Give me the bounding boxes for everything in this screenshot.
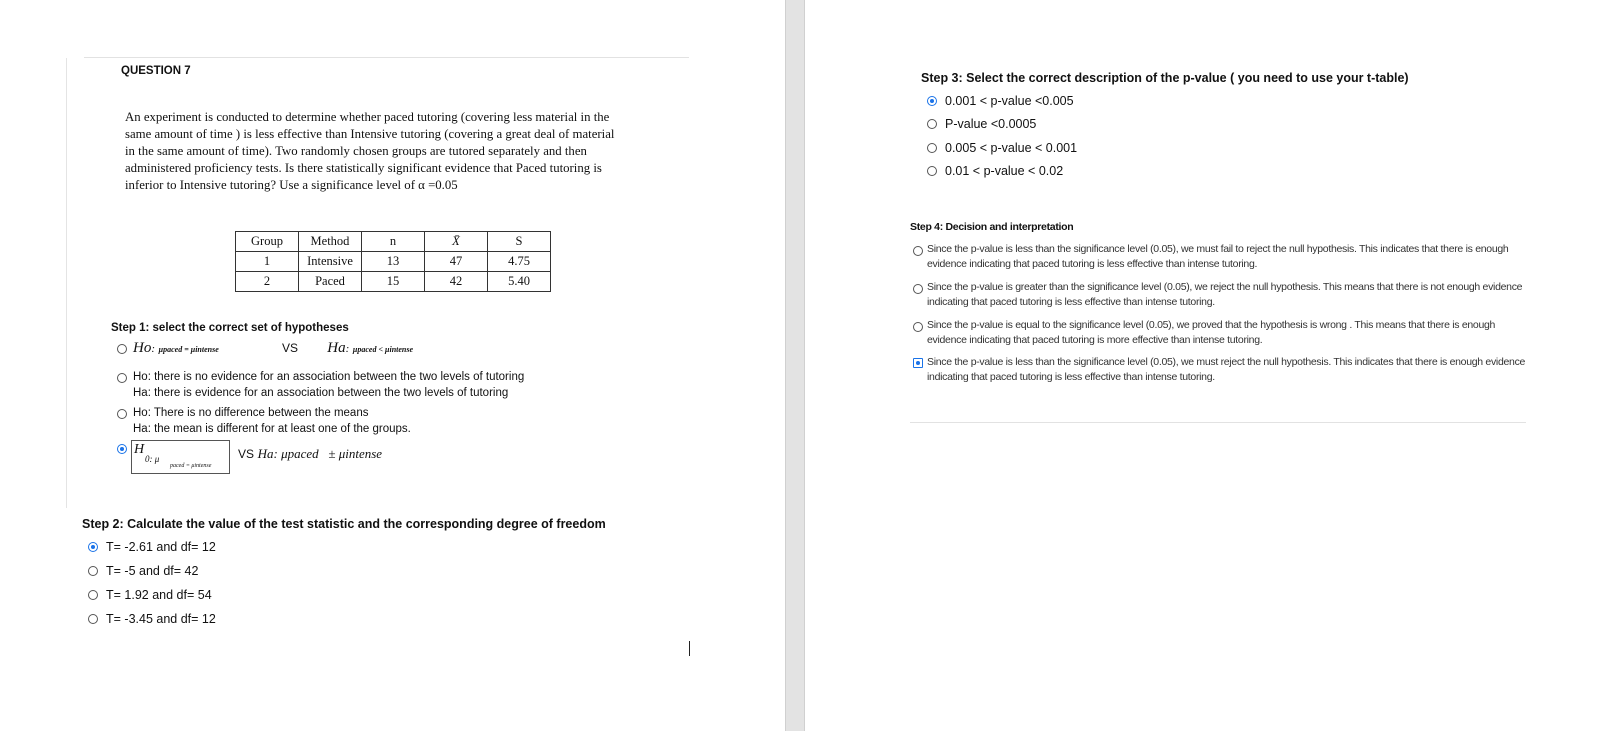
option-line: Ha: the mean is different for at least one of the groups. xyxy=(133,423,411,435)
step4-option1-radio[interactable] xyxy=(913,246,923,256)
option-line: evidence indicating that paced tutoring is less effective than intense tutoring. xyxy=(927,258,1258,270)
step3-option2-label[interactable]: P-value <0.0005 xyxy=(945,117,1037,131)
option-line: indicating that paced tutoring is less effective than intense tutoring. xyxy=(927,296,1215,308)
vs-label: VS xyxy=(282,341,299,355)
table-header: Method xyxy=(299,232,362,252)
step1-option4-radio[interactable] xyxy=(117,444,127,454)
table-header: Group xyxy=(236,232,299,252)
text-cursor xyxy=(689,641,690,656)
question-text xyxy=(125,109,685,194)
step3-title: Step 3: Select the correct description of the p-value ( you need to use your t-table) xyxy=(921,71,1409,85)
step1-option2-radio[interactable] xyxy=(117,373,127,383)
step3-option2-radio[interactable] xyxy=(927,119,937,129)
h0-relation: paced = μintense xyxy=(170,463,212,469)
option-line: indicating that paced tutoring is less effective than intense tutoring. xyxy=(927,371,1215,383)
step3-option4-radio[interactable] xyxy=(927,166,937,176)
ha-relation: ± μintense xyxy=(328,446,383,461)
ha-relation: μpaced < μintense xyxy=(352,345,414,354)
table-cell: 15 xyxy=(362,272,425,292)
table-cell: Paced xyxy=(299,272,362,292)
option-line: Since the p-value is greater than the significance level (0.05), we reject the null hypothesis. This means that there is not enough evidence xyxy=(927,281,1523,293)
option-line: Ho: there is no evidence for an association between the two levels of tutoring xyxy=(133,371,525,383)
step4-option3-radio[interactable] xyxy=(913,322,923,332)
step2-option1-radio[interactable] xyxy=(88,542,98,552)
h0-symbol: H xyxy=(134,442,145,457)
step2-option4-radio[interactable] xyxy=(88,614,98,624)
table-cell: 4.75 xyxy=(488,252,551,272)
h0-symbol: Ho xyxy=(133,340,152,356)
step3-option3-radio[interactable] xyxy=(927,143,937,153)
table-row xyxy=(236,272,551,292)
step1-option3-label[interactable] xyxy=(133,405,411,437)
option-line: Since the p-value is less than the significance level (0.05), we must fail to reject the null hypothesis. This indicates that there is enough xyxy=(927,243,1509,255)
option-line: Ha: there is evidence for an association between the two levels of tutoring xyxy=(133,387,509,399)
table-header: X̄ xyxy=(425,232,488,252)
step2-option3-label[interactable]: T= 1.92 and df= 54 xyxy=(106,588,212,602)
step2-title: Step 2: Calculate the value of the test statistic and the corresponding degree of freedom xyxy=(82,517,606,531)
equation-box[interactable] xyxy=(131,440,230,474)
step4-option2-label[interactable] xyxy=(927,280,1522,310)
table-cell: 42 xyxy=(425,272,488,292)
question-line: An experiment is conducted to determine whether paced tutoring (covering less material in the xyxy=(125,110,610,124)
step1-option3-radio[interactable] xyxy=(117,409,127,419)
step4-option2-radio[interactable] xyxy=(913,284,923,294)
table-cell: 13 xyxy=(362,252,425,272)
option-line: Since the p-value is equal to the significance level (0.05), we proved that the hypothesis is wrong . This means that there is enough xyxy=(927,319,1496,331)
table-header: n xyxy=(362,232,425,252)
page-separator xyxy=(785,0,805,731)
step1-option1-radio[interactable] xyxy=(117,344,127,354)
question-line: in the same amount of time). Two randomly chosen groups are tutored separately and then xyxy=(125,144,587,158)
top-divider xyxy=(84,57,689,58)
table-cell: 47 xyxy=(425,252,488,272)
step1-option4-ha xyxy=(238,446,382,462)
step3-option1-radio[interactable] xyxy=(927,96,937,106)
step1-option2-label[interactable] xyxy=(133,369,524,401)
step4-title: Step 4: Decision and interpretation xyxy=(910,221,1074,233)
left-margin-rule xyxy=(66,58,67,508)
option-line: evidence indicating that paced tutoring is more effective than intense tutoring. xyxy=(927,334,1263,346)
option-line: Since the p-value is less than the significance level (0.05), we must reject the null hypothesis. This indicates that there is enough evidence xyxy=(927,356,1526,368)
vs-label: VS xyxy=(238,447,255,461)
question-line: inferior to Intensive tutoring? Use a significance level of α =0.05 xyxy=(125,178,458,192)
h0-subscript: 0: μ xyxy=(145,454,160,464)
step4-option4-label[interactable] xyxy=(927,355,1525,385)
step3-option3-label[interactable]: 0.005 < p-value < 0.001 xyxy=(945,141,1078,155)
table-header: S xyxy=(488,232,551,252)
step2-option2-label[interactable]: T= -5 and df= 42 xyxy=(106,564,199,578)
step4-option1-label[interactable] xyxy=(927,242,1508,272)
step1-title: Step 1: select the correct set of hypotheses xyxy=(111,322,349,334)
step4-option3-label[interactable] xyxy=(927,318,1495,348)
question-title: QUESTION 7 xyxy=(121,65,191,77)
step4-option4-radio[interactable] xyxy=(913,358,923,368)
step2-option4-label[interactable]: T= -3.45 and df= 12 xyxy=(106,612,216,626)
step3-option4-label[interactable]: 0.01 < p-value < 0.02 xyxy=(945,164,1064,178)
table-row xyxy=(236,252,551,272)
question-line: administered proficiency tests. Is there statistically significant evidence that Paced tutoring is xyxy=(125,161,602,175)
step2-option1-label[interactable]: T= -2.61 and df= 12 xyxy=(106,540,216,554)
bottom-divider xyxy=(910,422,1526,423)
table-cell: 5.40 xyxy=(488,272,551,292)
step2-option2-radio[interactable] xyxy=(88,566,98,576)
h0-relation: μpaced = μintense xyxy=(158,345,219,354)
table-cell: 1 xyxy=(236,252,299,272)
question-line: same amount of time ) is less effective than Intensive tutoring (covering a great deal of material xyxy=(125,127,615,141)
step3-option1-label[interactable]: 0.001 < p-value <0.005 xyxy=(945,94,1074,108)
option-line: Ho: There is no difference between the means xyxy=(133,407,369,419)
table-cell: 2 xyxy=(236,272,299,292)
ha-symbol: Ha xyxy=(327,340,346,356)
step1-option1-label[interactable]: Ho: μpaced = μintense VS Ha: μpaced < μintense xyxy=(133,340,414,356)
ha-symbol: Ha: μpaced xyxy=(257,446,319,461)
step2-option3-radio[interactable] xyxy=(88,590,98,600)
data-table xyxy=(235,231,551,292)
table-header-row xyxy=(236,232,551,252)
table-cell: Intensive xyxy=(299,252,362,272)
